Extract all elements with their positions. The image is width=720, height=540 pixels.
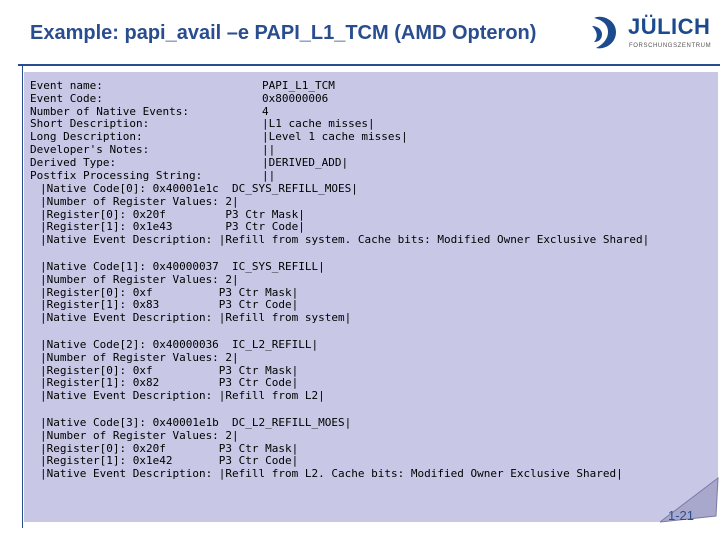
- native-event-block: [40, 261, 351, 325]
- header-field-key: Event Code:: [30, 91, 103, 105]
- header-field-key: Number of Native Events:: [30, 104, 189, 118]
- register-1-line: |Register[1]: 0x82 P3 Ctr Code|: [40, 376, 299, 390]
- title-divider: [18, 64, 720, 66]
- logo-wordmark: JÜLICH: [628, 14, 711, 39]
- register-0-line: |Register[0]: 0xf P3 Ctr Mask|: [40, 285, 299, 299]
- register-1-line: |Register[1]: 0x1e42 P3 Ctr Code|: [40, 454, 299, 468]
- register-count-line: |Number of Register Values: 2|: [40, 272, 239, 286]
- header-field-value: 0x80000006: [262, 91, 329, 105]
- register-0-line: |Register[0]: 0x20f P3 Ctr Mask|: [40, 207, 305, 221]
- header-field-key: Short Description:: [30, 117, 150, 131]
- juelich-logo: [590, 10, 715, 56]
- slide-title: Example: papi_avail –e PAPI_L1_TCM (AMD Opteron): [30, 22, 537, 44]
- header-field-value: |DERIVED_ADD|: [262, 155, 349, 169]
- native-event-block: [40, 339, 325, 403]
- logo-subtitle: FORSCHUNGSZENTRUM: [629, 43, 712, 49]
- native-code-line: |Native Code[1]: 0x40000037 IC_SYS_REFILL|: [40, 260, 325, 273]
- native-event-description-line: |Native Event Description: |Refill from system|: [40, 311, 352, 325]
- native-event-description-line: |Native Event Description: |Refill from system. Cache bits: Modified Owner Exclusive Shared|: [40, 233, 650, 247]
- header-field-key: Long Description:: [30, 130, 143, 144]
- header-field-value: |Level 1 cache misses|: [262, 130, 408, 144]
- register-count-line: |Number of Register Values: 2|: [40, 428, 239, 442]
- juelich-logo-icon: [590, 12, 622, 52]
- header-field-key: Developer's Notes:: [30, 143, 150, 156]
- register-0-line: |Register[0]: 0xf P3 Ctr Mask|: [40, 363, 299, 377]
- native-code-line: |Native Code[3]: 0x40001e1b DC_L2_REFILL_MOES|: [40, 416, 352, 429]
- native-event-description-line: |Native Event Description: |Refill from L2. Cache bits: Modified Owner Exclusive Shared|: [40, 467, 623, 481]
- register-1-line: |Register[1]: 0x83 P3 Ctr Code|: [40, 298, 299, 312]
- native-code-line: |Native Code[0]: 0x40001e1c DC_SYS_REFILL_MOES|: [40, 182, 358, 195]
- register-count-line: |Number of Register Values: 2|: [40, 194, 239, 208]
- header-field-key: Event name:: [30, 79, 103, 92]
- left-border-line: [22, 66, 23, 528]
- register-0-line: |Register[0]: 0x20f P3 Ctr Mask|: [40, 441, 299, 455]
- register-count-line: |Number of Register Values: 2|: [40, 350, 239, 364]
- register-1-line: |Register[1]: 0x1e43 P3 Ctr Code|: [40, 220, 305, 234]
- native-event-block: [40, 417, 623, 481]
- header-field-key: Derived Type:: [30, 155, 117, 169]
- header-field-value: PAPI_L1_TCM: [262, 79, 335, 92]
- page-number: 1-21: [668, 508, 695, 523]
- native-event-block: [40, 183, 649, 247]
- native-code-line: |Native Code[2]: 0x40000036 IC_L2_REFILL|: [40, 338, 319, 351]
- header-field-value: |L1 cache misses|: [262, 117, 375, 131]
- native-event-description-line: |Native Event Description: |Refill from L2|: [40, 389, 325, 403]
- header-field-value: 4: [262, 104, 269, 118]
- header-field-value: ||: [262, 143, 276, 156]
- header-field-key: Postfix Processing String:: [30, 168, 203, 182]
- header-field-value: ||: [262, 168, 276, 182]
